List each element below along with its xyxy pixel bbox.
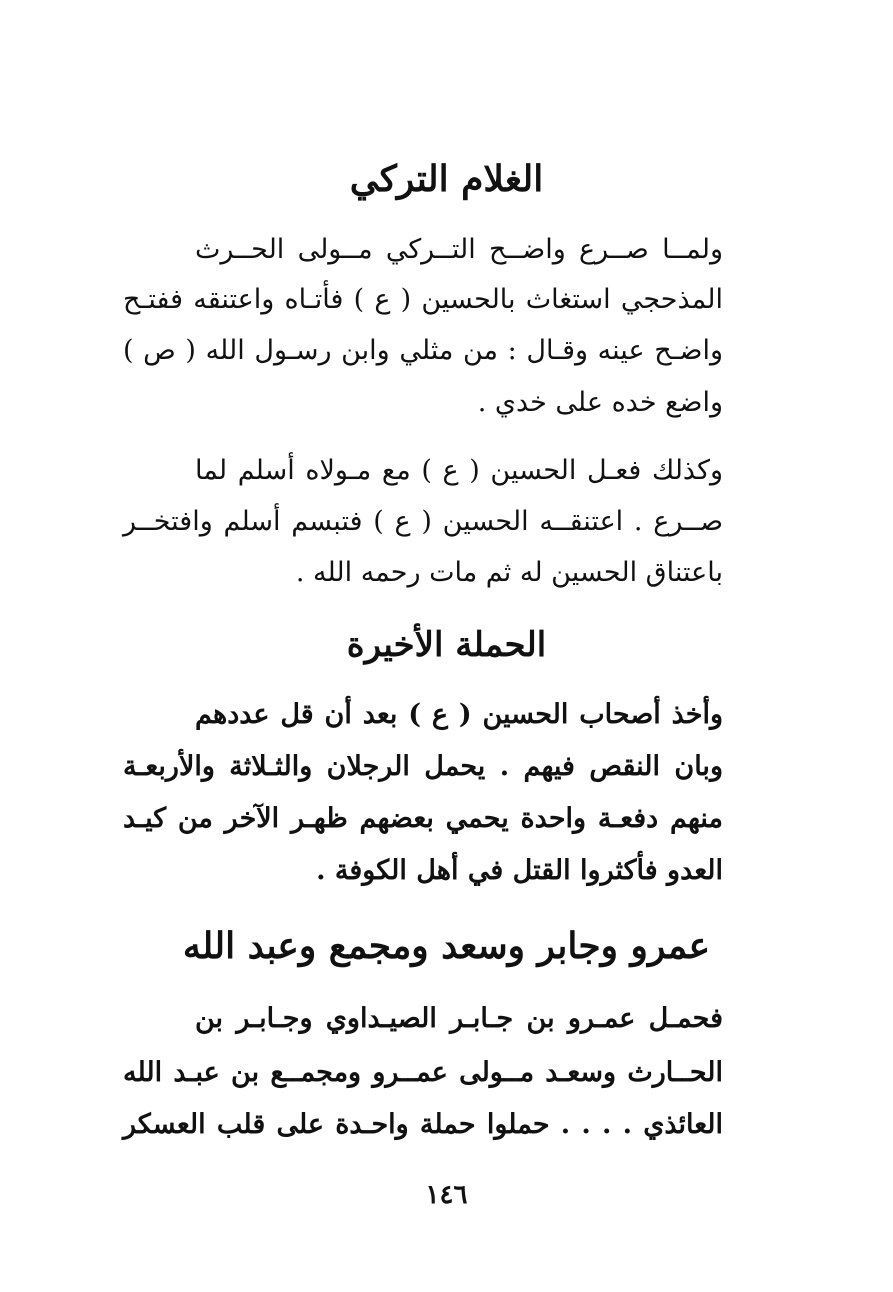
paragraph-line: ولمــا صــرع واضــح التــركي مــولى الحــرث: [195, 234, 723, 265]
page-number: ١٤٦: [425, 1180, 468, 1210]
paragraph-line: العائذي . . . . حملوا حملة واحـدة على قلب العسكر: [123, 1109, 723, 1140]
paragraph-line: وأخذ أصحاب الحسين ( ع ) بعد أن قل عددهم: [195, 699, 723, 730]
section-title-amr-jabir-saad: عمرو وجابر وسعد ومجمع وعبد الله: [182, 925, 711, 967]
paragraph-line: المذحجي استغاث بالحسين ( ع ) فأتـاه واعتنقه ففتـح: [123, 284, 723, 315]
paragraph-line: صــرع . اعتنقــه الحسين ( ع ) فتبسم أسلم وافتخــر: [123, 506, 723, 537]
section-title-turkish-boy: الغلام التركي: [349, 158, 544, 200]
paragraph-line: وكذلك فعـل الحسين ( ع ) مع مـولاه أسلم لما: [195, 455, 723, 486]
paragraph-line: الحــارث وسعـد مــولى عمــرو ومجمــع بن عبـد الله: [123, 1057, 723, 1088]
paragraph-line: العدو فأكثروا القتل في أهل الكوفة .: [316, 855, 723, 886]
paragraph-line: واضع خده على خدي .: [477, 387, 723, 418]
paragraph-line: واضـح عينه وقـال : من مثلي وابن رسـول الله ( ص ): [123, 335, 723, 366]
paragraph-line: وبان النقص فيهم . يحمل الرجلان والثـلاثة والأربعـة: [123, 751, 723, 782]
paragraph-line: باعتناق الحسين له ثم مات رحمه الله .: [295, 557, 723, 588]
section-title-final-charge: الحملة الأخيرة: [346, 625, 547, 665]
paragraph-line: فحمـل عمـرو بن جـابـر الصيـداوي وجـابـر بن: [195, 1003, 723, 1034]
paragraph-line: منهم دفعـة واحدة يحمي بعضهم ظهـر الآخر من كيـد: [123, 803, 723, 834]
